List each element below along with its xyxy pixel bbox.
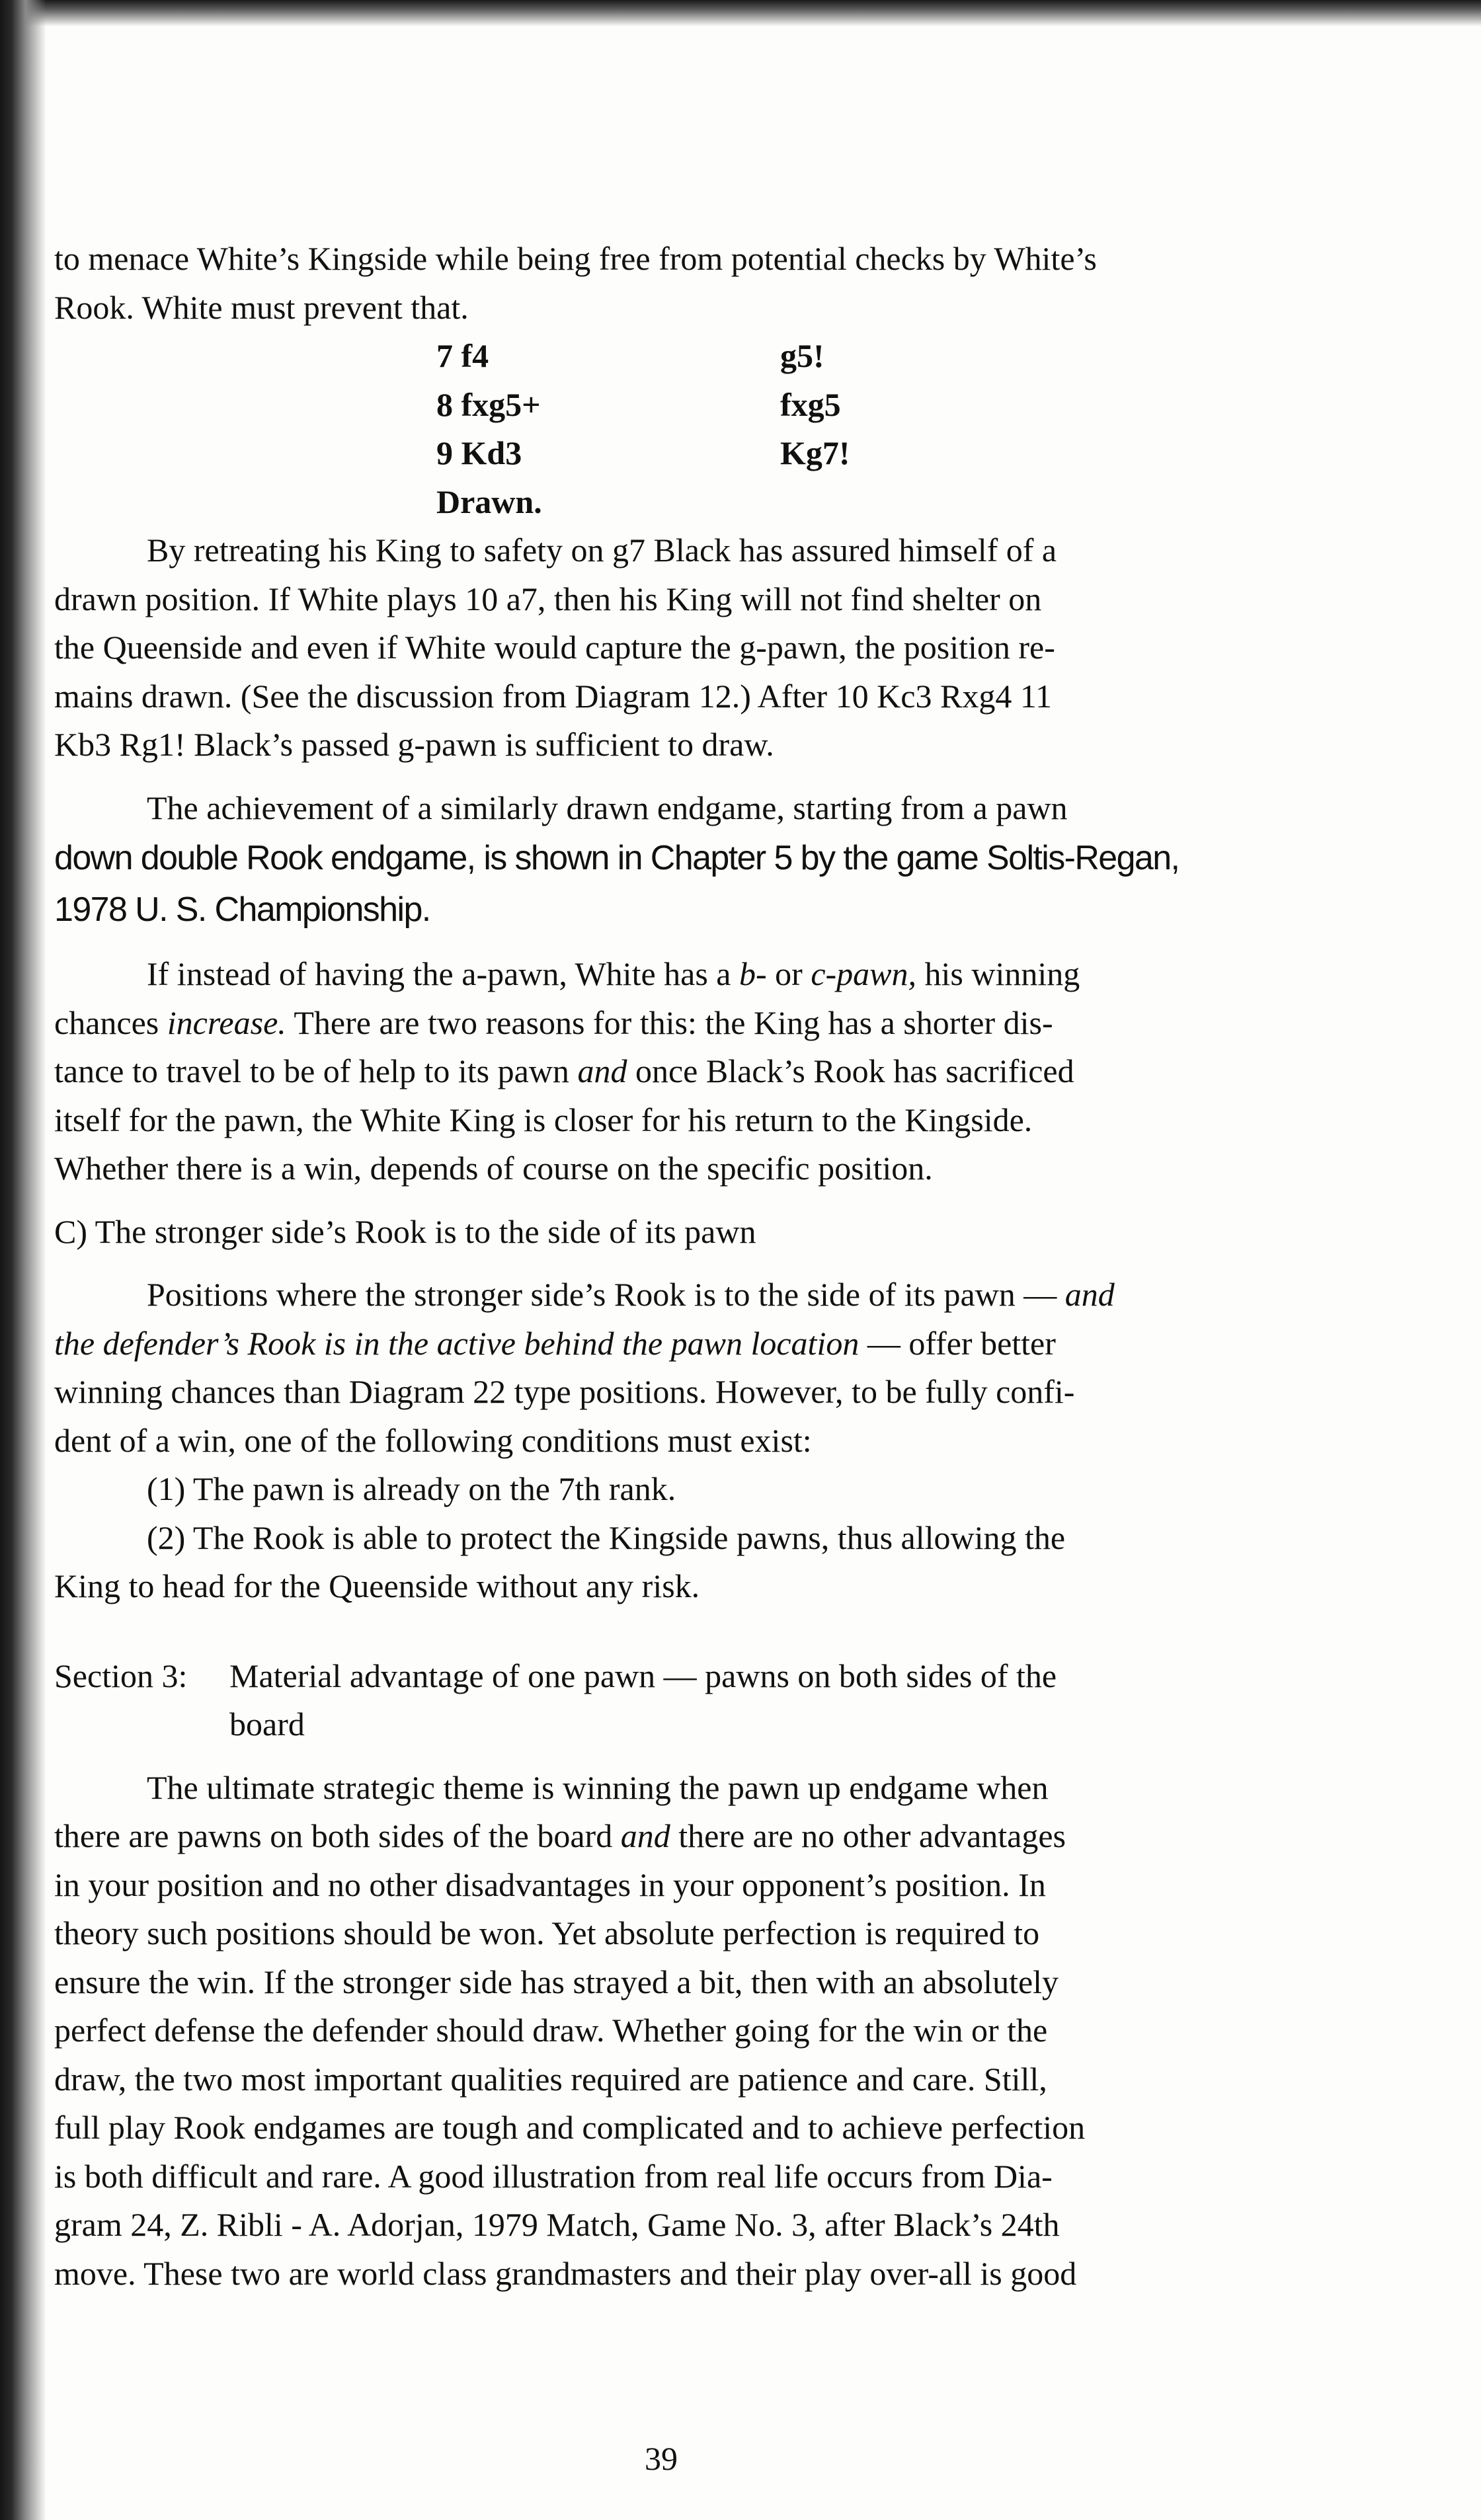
bpawn-line-4: itself for the pawn, the White King is closer for his return to the Kingside.: [54, 1101, 1033, 1138]
bpawn-line-1: If instead of having the a-pawn, White has a b- or c-pawn, his winning: [147, 955, 1080, 992]
move-row: [436, 429, 1340, 478]
condition-1: (1) The pawn is already on the 7th rank.: [147, 1470, 676, 1507]
ultimate-line-10: gram 24, Z. Ribli - A. Adorjan, 1979 Match, Game No. 3, after Black’s 24th: [54, 2206, 1060, 2243]
retreat-line-2: drawn position. If White plays 10 a7, then his King will not find shelter on: [54, 580, 1042, 617]
spacer: [54, 1749, 1340, 1764]
ultimate-line-2: there are pawns on both sides of the board and there are no other advantages: [54, 1817, 1066, 1854]
achievement-line-1: The achievement of a similarly drawn endgame, starting from a pawn: [147, 789, 1068, 826]
condition-2-continued: King to head for the Queenside without any risk.: [54, 1567, 700, 1604]
intro-line-2: Rook. White must prevent that.: [54, 288, 469, 326]
ultimate-line-9: is both difficult and rare. A good illustration from real life occurs from Dia-: [54, 2157, 1053, 2195]
section-label: Section 3:: [54, 1657, 188, 1694]
ultimate-line-8: full play Rook endgames are tough and complicated and to achieve perfection: [54, 2109, 1086, 2146]
spacer: [54, 1611, 1340, 1652]
retreat-line-3: the Queenside and even if White would capture the g-pawn, the position re-: [54, 629, 1055, 666]
book-spine-shadow: [0, 0, 46, 2520]
ultimate-line-6: perfect defense the defender should draw. Whether going for the win or the: [54, 2012, 1048, 2049]
spacer: [54, 935, 1340, 950]
condition-2: (2) The Rook is able to protect the Kingside pawns, thus allowing the: [147, 1518, 1066, 1556]
page-top-edge-shadow: [0, 0, 1481, 26]
achievement-line-2: down double Rook endgame, is shown in Chapter 5 by the game Soltis-Regan,: [54, 839, 1180, 877]
spacer: [54, 1256, 1340, 1271]
page-number: 39: [645, 2440, 678, 2477]
ultimate-line-4: theory such positions should be won. Yet absolute perfection is required to: [54, 1914, 1040, 1951]
spacer: [54, 1193, 1340, 1208]
section-title: Material advantage of one pawn — pawns on both sides of the board: [229, 1657, 1057, 1743]
intro-line-1: to menace White’s Kingside while being free from potential checks by White’s: [54, 240, 1097, 277]
black-move: fxg5: [780, 385, 841, 423]
positions-line-3: winning chances than Diagram 22 type positions. However, to be fully confi-: [54, 1373, 1075, 1410]
ultimate-line-11: move. These two are world class grandmasters and their play over-all is good: [54, 2254, 1077, 2292]
positions-line-2: the defender’s Rook is in the active behind the pawn location — offer better: [54, 1324, 1056, 1362]
positions-line-4: dent of a win, one of the following conditions must exist:: [54, 1421, 812, 1459]
white-move: 8 fxg5+: [436, 385, 541, 423]
ultimate-line-1: The ultimate strategic theme is winning the pawn up endgame when: [147, 1768, 1049, 1806]
bpawn-line-5: Whether there is a win, depends of course on the specific position.: [54, 1150, 933, 1187]
move-list: [436, 332, 1340, 478]
move-row: [436, 381, 1340, 430]
positions-line-1: Positions where the stronger side’s Rook is to the side of its pawn — and: [147, 1276, 1115, 1313]
ultimate-line-3: in your position and no other disadvantages in your opponent’s position. In: [54, 1866, 1046, 1903]
ultimate-line-7: draw, the two most important qualities required are patience and care. Still,: [54, 2060, 1047, 2098]
white-move: 9 Kd3: [436, 434, 522, 471]
ultimate-line-5: ensure the win. If the stronger side has strayed a bit, then with an absolutely: [54, 1963, 1059, 2000]
pasted-in-text-block: [54, 832, 1340, 935]
retreat-line-4: mains drawn. (See the discussion from Diagram 12.) After 10 Kc3 Rxg4 11: [54, 677, 1052, 715]
book-page: [54, 235, 1340, 2298]
retreat-line-5: Kb3 Rg1! Black’s passed g-pawn is sufficient to draw.: [54, 726, 774, 763]
white-move: 7 f4: [436, 337, 489, 374]
game-result: Drawn.: [436, 483, 542, 520]
heading-c: C) The stronger side’s Rook is to the side of its pawn: [54, 1212, 756, 1250]
black-move: g5!: [780, 337, 824, 374]
bpawn-line-3: tance to travel to be of help to its pawn and once Black’s Rook has sacrificed: [54, 1052, 1074, 1089]
black-move: Kg7!: [780, 434, 850, 471]
bpawn-line-2: chances increase. There are two reasons for this: the King has a shorter dis-: [54, 1004, 1053, 1041]
section-3-heading: [54, 1652, 1340, 1749]
retreat-line-1: By retreating his King to safety on g7 Black has assured himself of a: [147, 532, 1057, 569]
spacer: [54, 769, 1340, 784]
achievement-line-3: 1978 U. S. Championship.: [54, 890, 430, 929]
move-row: [436, 332, 1340, 381]
